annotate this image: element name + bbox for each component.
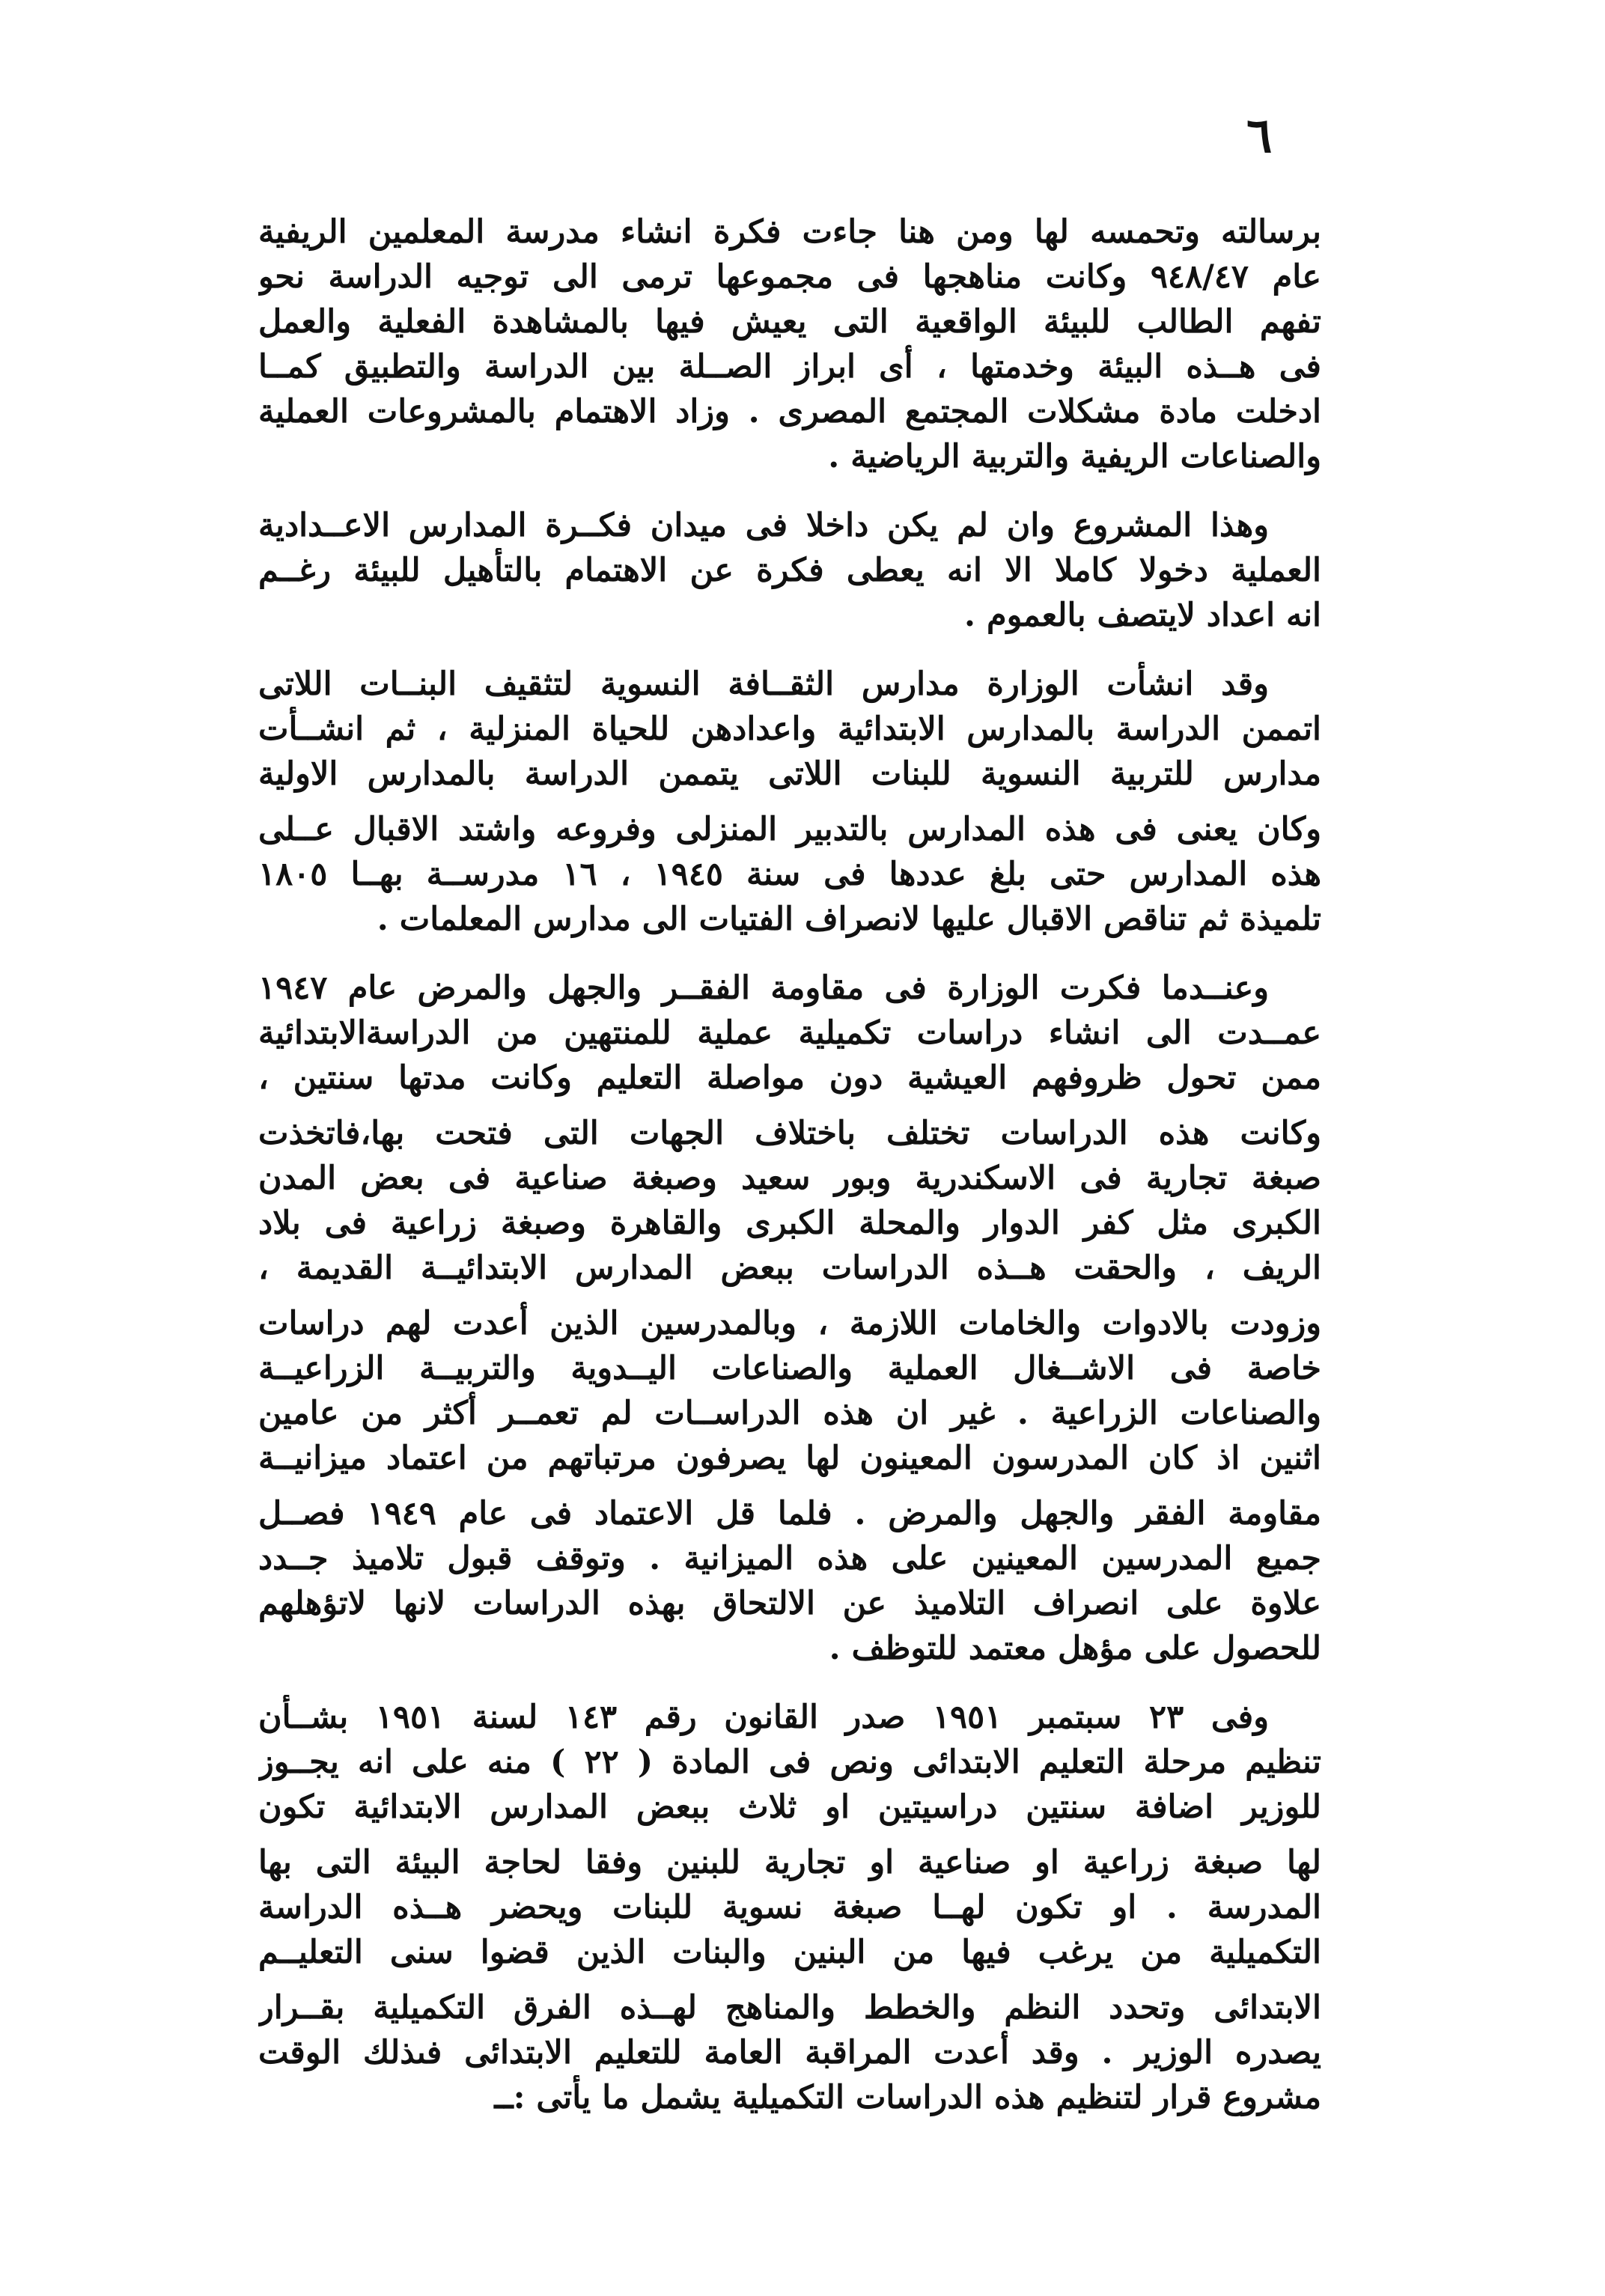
text-line: وفى ٢٣ سبتمبر ١٩٥١ صدر القانون رقم ١٤٣ لسنة ١٩٥١ بشــأن xyxy=(258,1699,1269,1736)
paragraph-1 xyxy=(258,210,1321,479)
text-line: جميع المدرسين المعينين على هذه الميزانية . وتوقف قبول تلاميذ جــدد xyxy=(258,1540,1321,1577)
text-line: للحصول على مؤهل معتمد للتوظف . xyxy=(829,1630,1321,1667)
text-line: لها صبغة زراعية او صناعية او تجارية للبنين وفقا لحاجة البيئة التى بها xyxy=(258,1844,1321,1881)
text-line: للوزير اضافة سنتين دراسيتين او ثلاث ببعض المدارس الابتدائية تكون xyxy=(258,1788,1321,1826)
text-line: برسالته وتحمسه لها ومن هنا جاءت فكرة انشاء مدرسة المعلمين الريفية xyxy=(258,213,1321,251)
text-line: هذه المدارس حتى بلغ عددها فى سنة ١٩٤٥ ، ١٦ مدرســة بهــا ١٨٠٥ xyxy=(258,856,1321,893)
text-line: وكان يعنى فى هذه المدارس بالتدبير المنزلى وفروعه واشتد الاقبال عــلى xyxy=(258,811,1321,848)
paragraph-3 xyxy=(258,662,1321,942)
text-line: اثنين اذ كان المدرسون المعينون لها يصرفون مرتباتهم من اعتماد ميزانيــة xyxy=(258,1440,1321,1477)
text-line: تلميذة ثم تناقص الاقبال عليها لانصراف الفتيات الى مدارس المعلمات . xyxy=(377,901,1321,938)
text-line: وعنــدما فكرت الوزارة فى مقاومة الفقــر والجهل والمرض عام ١٩٤٧ xyxy=(258,969,1269,1007)
text-line: والصناعات الزراعية . غير ان هذه الدراســات لم تعمــر أكثر من عامين xyxy=(258,1395,1321,1432)
text-line: تفهم الطالب للبيئة الواقعية التى يعيش فيها بالمشاهدة الفعلية والعمل xyxy=(258,303,1321,341)
text-line: مقاومة الفقر والجهل والمرض . فلما قل الاعتماد فى عام ١٩٤٩ فصــل xyxy=(258,1495,1321,1532)
page-number: ٦ xyxy=(1246,108,1273,164)
text-line: الابتدائى وتحدد النظم والخطط والمناهج لهــذه الفرق التكميلية بقــرار xyxy=(258,1989,1321,2026)
text-line: اتممن الدراسة بالمدارس الابتدائية واعدادهن للحياة المنزلية ، ثم انشــأت xyxy=(258,710,1321,748)
text-line: فى هــذه البيئة وخدمتها ، أى ابراز الصــلة بين الدراسة والتطبيق كمــا xyxy=(258,348,1321,386)
text-line: وزودت بالادوات والخامات اللازمة ، وبالمدرسين الذين أعدت لهم دراسات xyxy=(258,1305,1321,1342)
text-line: والصناعات الريفية والتربية الرياضية . xyxy=(828,438,1321,475)
text-line: وقد انشأت الوزارة مدارس الثقــافة النسوية لتثقيف البنــات اللاتى xyxy=(258,666,1269,703)
text-line: عام ٩٤٨/٤٧ وكانت مناهجها فى مجموعها ترمى الى توجيه الدراسة نحو xyxy=(258,258,1321,296)
text-line: تنظيم مرحلة التعليم الابتدائى ونص فى المادة ( ٢٢ ) منه على انه يجــوز xyxy=(258,1744,1321,1781)
paragraph-5 xyxy=(258,1695,1321,2120)
paragraph-2 xyxy=(258,503,1321,638)
text-line: خاصة فى الاشــغال العملية والصناعات اليــدوية والتربيــة الزراعيــة xyxy=(258,1350,1321,1387)
text-line: الريف ، والحقت هــذه الدراسات ببعض المدارس الابتدائيــة القديمة ، xyxy=(258,1249,1321,1287)
text-line: المدرسة . او تكون لهــا صبغة نسوية للبنات ويحضر هــذه الدراسة xyxy=(258,1889,1321,1926)
text-line: مدارس للتربية النسوية للبنات اللاتى يتممن الدراسة بالمدارس الاولية xyxy=(258,755,1321,793)
text-line: يصدره الوزير . وقد أعدت المراقبة العامة للتعليم الابتدائى فىذلك الوقت xyxy=(258,2034,1321,2071)
text-line: العملية دخولا كاملا الا انه يعطى فكرة عن الاهتمام بالتأهيل للبيئة رغــم xyxy=(258,552,1321,589)
text-line: ممن تحول ظروفهم العيشية دون مواصلة التعليم وكانت مدتها سنتين ، xyxy=(258,1059,1321,1097)
text-line: علاوة على انصراف التلاميذ عن الالتحاق بهذه الدراسات لانها لاتؤهلهم xyxy=(258,1585,1321,1622)
text-line: وهذا المشروع وان لم يكن داخلا فى ميدان فكــرة المدارس الاعــدادية xyxy=(258,507,1269,544)
text-line: انه اعداد لايتصف بالعموم . xyxy=(964,597,1321,634)
text-line: التكميلية من يرغب فيها من البنين والبنات الذين قضوا سنى التعليــم xyxy=(258,1934,1321,1971)
text-line: وكانت هذه الدراسات تختلف باختلاف الجهات التى فتحت بها،فاتخذت xyxy=(258,1115,1321,1152)
text-line: عمــدت الى انشاء دراسات تكميلية عملية للمنتهين من الدراسةالابتدائية xyxy=(258,1014,1321,1052)
text-line: الكبرى مثل كفر الدوار والمحلة الكبرى والقاهرة وصبغة زراعية فى بلاد xyxy=(258,1205,1321,1242)
text-line: صبغة تجارية فى الاسكندرية وبور سعيد وصبغة صناعية فى بعض المدن xyxy=(258,1160,1321,1197)
text-line: ادخلت مادة مشكلات المجتمع المصرى . وزاد الاهتمام بالمشروعات العملية xyxy=(258,393,1321,430)
text-line: مشروع قرار لتنظيم هذه الدراسات التكميلية يشمل ما يأتى :ــ xyxy=(494,2079,1321,2116)
body-text xyxy=(258,210,1321,2120)
paragraph-4 xyxy=(258,966,1321,1671)
